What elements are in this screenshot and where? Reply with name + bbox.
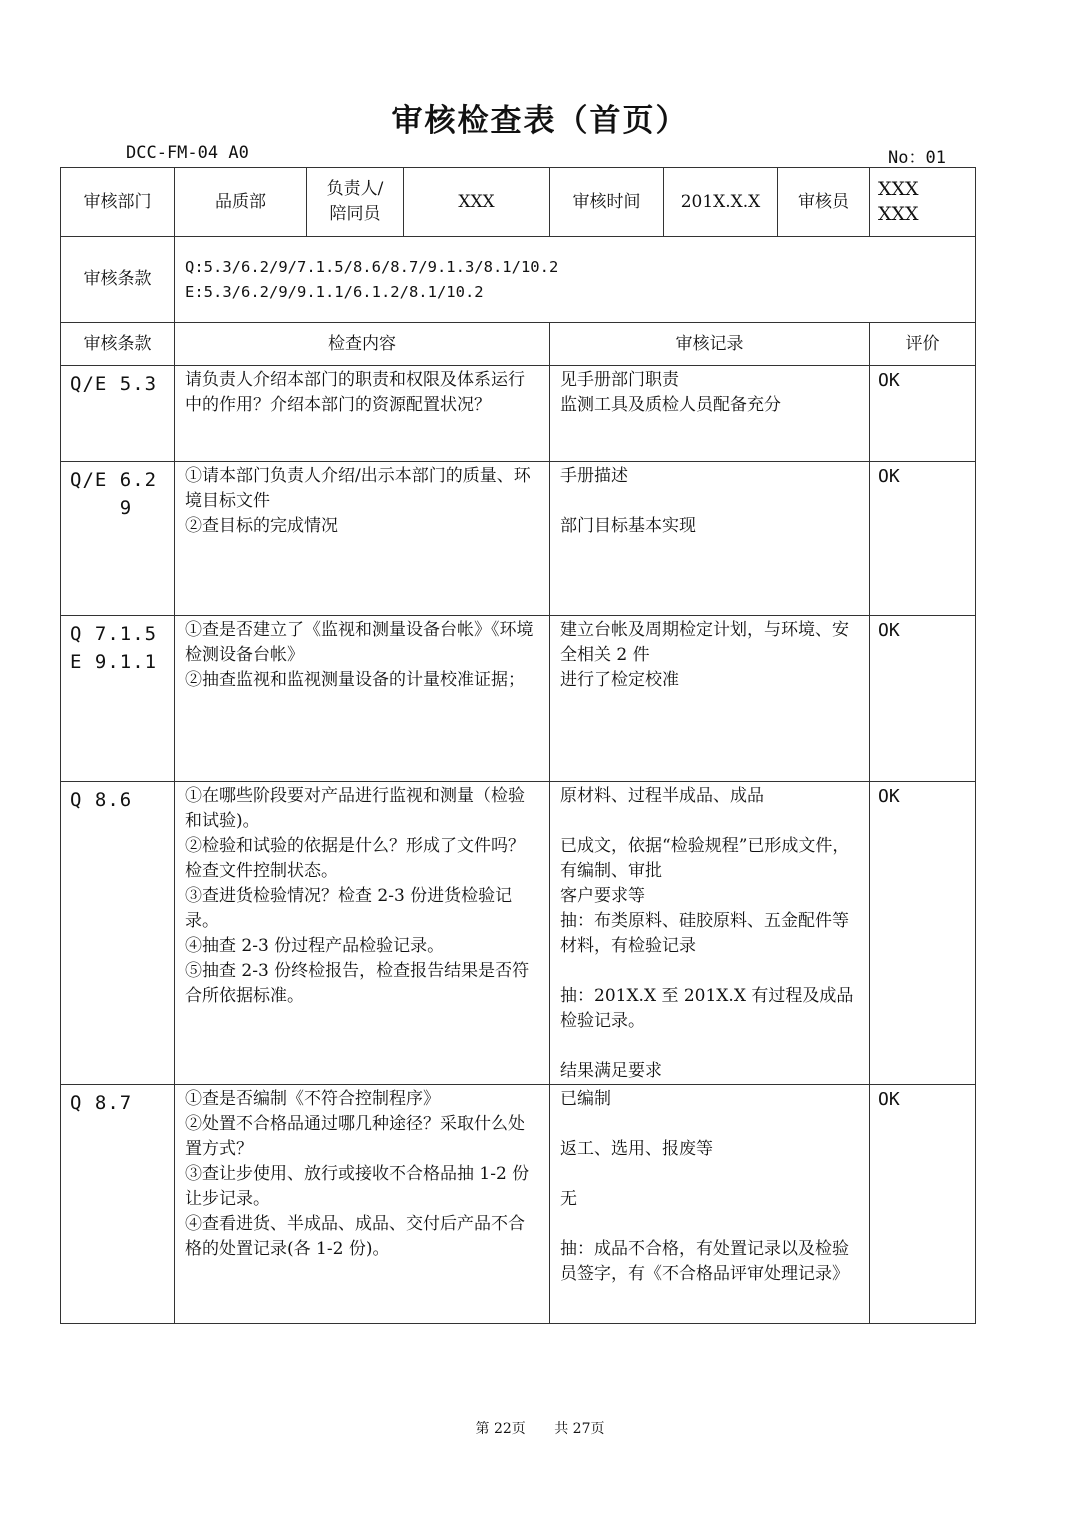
dept-value: 品质部 [175,168,307,237]
table-row [61,616,976,782]
record-line: 抽：201X.X 至 201X.X 有过程及成品检验记录。 [560,986,854,1031]
owner-value: XXX [404,168,550,237]
document-number: No：01 [888,148,946,168]
col-content-header: 检查内容 [175,323,550,366]
col-clause-header: 审核条款 [61,323,175,366]
row-evaluation: OK [870,782,976,1085]
content-line: ④抽查 2-3 份过程产品检验记录。 [185,936,445,956]
column-header-row [61,323,976,366]
time-label: 审核时间 [550,168,664,237]
row-record [550,366,870,462]
record-line [560,809,863,834]
row-evaluation: OK [870,462,976,616]
content-line: ④查看进货、半成品、成品、交付后产品不合格的处置记录(各 1-2 份)。 [185,1214,525,1259]
dept-label: 审核部门 [61,168,175,237]
time-value: 201X.X.X [664,168,778,237]
content-line: ①请本部门负责人介绍/出示本部门的质量、环境目标文件 [185,466,531,511]
record-line [560,1112,863,1137]
content-line: ①查是否建立了《监视和测量设备台帐》《环境检测设备台帐》 [185,620,534,665]
content-line: ①在哪些阶段要对产品进行监视和测量（检验和试验)。 [185,786,525,831]
col-eval-header: 评价 [870,323,976,366]
row-record [550,616,870,782]
row-clause: Q 8.7 [61,1085,175,1324]
row-clause: Q/E 5.3 [61,366,175,462]
auditor-label: 审核员 [778,168,870,237]
row-record [550,462,870,616]
record-line: 手册描述 [560,466,628,486]
record-line [560,959,863,984]
row-clause: Q 7.1.5 E 9.1.1 [61,616,175,782]
record-line: 客户要求等 [560,886,645,906]
record-line: 无 [560,1189,577,1209]
table-row [61,1085,976,1324]
row-clause: Q 8.6 [61,782,175,1085]
table-row [61,366,976,462]
record-line: 部门目标基本实现 [560,516,696,536]
row-content [175,366,550,462]
record-line: 已编制 [560,1089,611,1109]
row-record [550,1085,870,1324]
content-line: 请负责人介绍本部门的职责和权限及体系运行中的作用？介绍本部门的资源配置状况？ [185,370,525,415]
auditor-value-line1: XXX [878,178,919,200]
row-evaluation: OK [870,616,976,782]
auditor-value [870,168,976,237]
content-line: ②处置不合格品通过哪几种途径？采取什么处置方式？ [185,1114,525,1159]
clauses-row [61,237,976,323]
content-line: ②检验和试验的依据是什么？形成了文件吗？检查文件控制状态。 [185,836,525,881]
record-line: 结果满足要求 [560,1061,662,1081]
content-line: ③查进货检验情况？检查 2-3 份进货检验记录。 [185,886,513,931]
clauses-e-line: E:5.3/6.2/9/9.1.1/6.1.2/8.1/10.2 [185,282,484,301]
record-line: 抽：布类原料、硅胶原料、五金配件等材料，有检验记录 [560,911,849,956]
record-line [560,1212,863,1237]
row-content [175,782,550,1085]
row-content [175,462,550,616]
content-line: ⑤抽查 2-3 份终检报告，检查报告结果是否符合所依据标准。 [185,961,530,1006]
record-line: 见手册部门职责 [560,370,679,390]
document-code: DCC-FM-04 A0 [126,143,249,163]
header-row [61,168,976,237]
page-number: 第 22页 [475,1421,526,1437]
record-line [560,1162,863,1187]
owner-label [307,168,404,237]
clauses-text [175,237,976,323]
record-line: 建立台帐及周期检定计划，与环境、安全相关 2 件 [560,620,849,665]
row-content [175,1085,550,1324]
record-line: 返工、选用、报废等 [560,1139,713,1159]
row-clause: Q/E 6.2 9 [61,462,175,616]
clauses-label: 审核条款 [61,237,175,323]
page-title: 审核检查表（首页） [391,103,689,139]
record-line: 原材料、过程半成品、成品 [560,786,764,806]
record-line: 进行了检定校准 [560,670,679,690]
row-record [550,782,870,1085]
content-line: ③查让步使用、放行或接收不合格品抽 1-2 份让步记录。 [185,1164,530,1209]
record-line: 已成文，依据“检验规程”已形成文件，有编制、审批 [560,836,850,881]
table-row [61,462,976,616]
content-line: ②查目标的完成情况 [185,516,338,536]
content-line: ②抽查监视和监视测量设备的计量校准证据； [185,670,525,690]
owner-label-line2: 陪同员 [329,204,381,224]
record-line: 抽：成品不合格，有处置记录以及检验员签字，有《不合格品评审处理记录》 [560,1239,849,1284]
row-evaluation: OK [870,366,976,462]
audit-checklist-table [60,167,976,1324]
col-record-header: 审核记录 [550,323,870,366]
row-evaluation: OK [870,1085,976,1324]
row-content [175,616,550,782]
clauses-q-line: Q:5.3/6.2/9/7.1.5/8.6/8.7/9.1.3/8.1/10.2 [185,257,559,276]
table-row [61,782,976,1085]
auditor-value-line2: XXX [878,203,919,225]
content-line: ①查是否编制《不符合控制程序》 [185,1089,440,1109]
record-line [560,1034,863,1059]
record-line: 监测工具及质检人员配备充分 [560,395,781,415]
page-total: 共 27页 [554,1421,605,1437]
owner-label-line1: 负责人/ [326,179,384,199]
record-line [560,489,863,514]
page-footer [0,1418,1080,1438]
